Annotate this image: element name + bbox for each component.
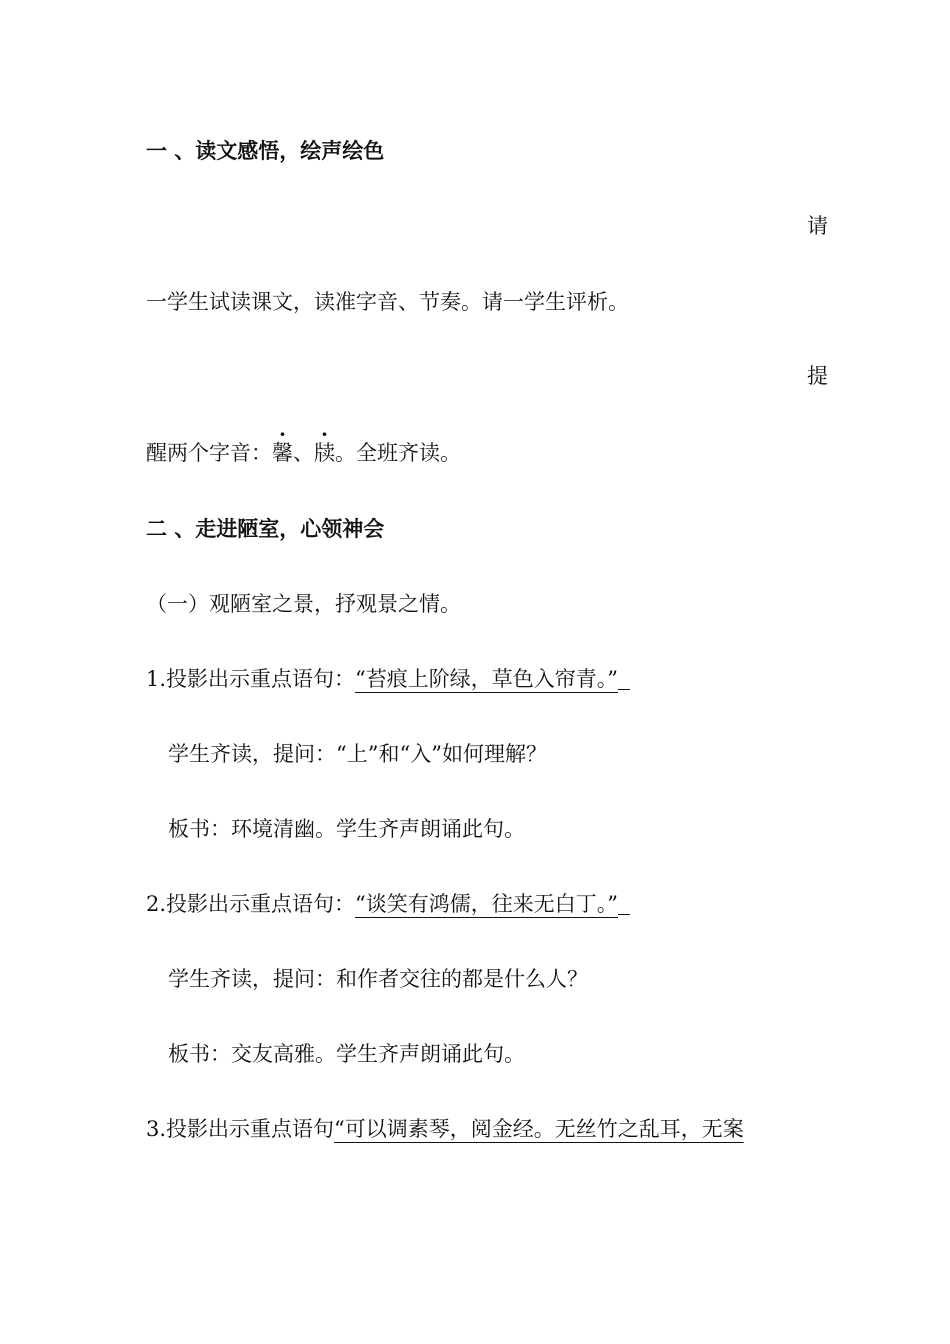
question-text: 学生齐读，提问：和作者交往的都是什么人？ [168, 967, 588, 991]
underline-tail [618, 669, 630, 690]
list-item [146, 894, 630, 915]
paragraph-text: 醒两个字音： [146, 441, 272, 465]
key-sentence-quote: “苔痕上阶绿，草色入帘青。” [355, 667, 619, 691]
subsection-heading: （一）观陋室之景，抒观景之情。 [146, 592, 461, 616]
key-sentence-quote: “可以调素琴，阅金经。无丝竹之乱耳，无案 [334, 1117, 744, 1141]
item-lead: 3.投影出示重点语句 [146, 1117, 335, 1141]
section-heading-1: 一 、读文感悟，绘声绘色 [146, 138, 385, 163]
item-lead: 1.投影出示重点语句： [146, 667, 356, 691]
emphasized-character: 牍 [314, 441, 335, 465]
paragraph-indent-head: 提 [807, 364, 828, 388]
list-item [146, 669, 630, 690]
board-note: 板书：交友高雅。学生齐声朗诵此句。 [168, 1042, 525, 1066]
list-item [146, 1119, 744, 1140]
section-heading-2: 二 、走进陋室，心领神会 [146, 516, 385, 541]
question-text: 学生齐读，提问：“上”和“入”如何理解？ [168, 742, 547, 766]
underline-tail [618, 894, 630, 915]
emphasized-character: 馨 [272, 441, 293, 465]
paragraph-indent-head: 请 [807, 214, 828, 238]
board-note: 板书：环境清幽。学生齐声朗诵此句。 [168, 817, 525, 841]
separator: 、 [293, 441, 314, 465]
paragraph-text: 一学生试读课文，读准字音、节奏。请一学生评析。 [146, 290, 629, 314]
pronunciation-paragraph [146, 443, 461, 464]
item-lead: 2.投影出示重点语句： [146, 892, 356, 916]
paragraph-text: 。全班齐读。 [335, 441, 461, 465]
key-sentence-quote: “谈笑有鸿儒，往来无白丁。” [355, 892, 619, 916]
